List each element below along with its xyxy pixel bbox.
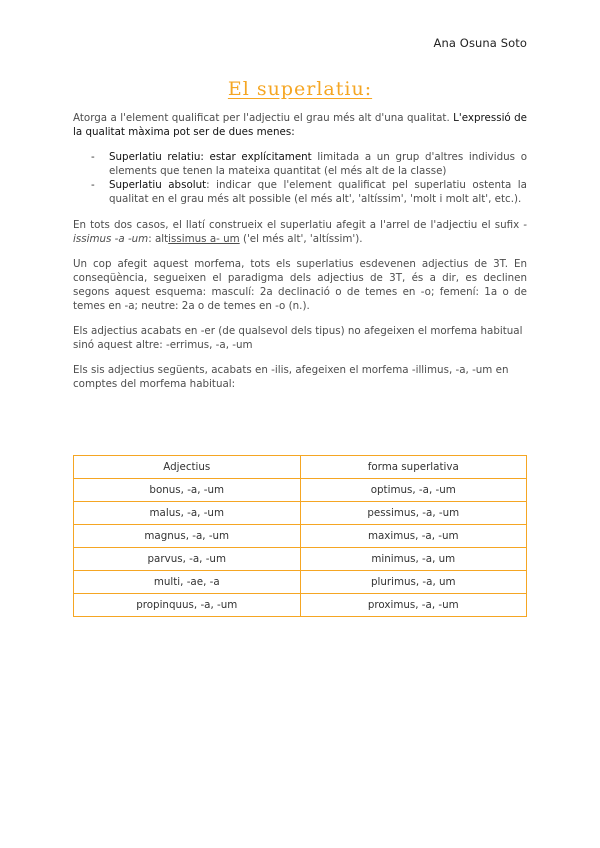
superlative-table [73,455,527,617]
table-header-row [74,456,527,479]
table-cell: malus, -a, -um [74,502,301,525]
table-cell: propinquus, -a, -um [74,594,301,617]
ilis-adjectives-paragraph: Els sis adjectius següents, acabats en -ilis, afegeixen el morfema -illimus, -a, -um en comptes del morfema habitual: [73,364,509,390]
suffix-text-3: ('el més alt', 'altíssim'). [239,233,363,245]
table-cell: magnus, -a, -um [74,525,301,548]
table-header-cell: forma superlativa [300,456,527,479]
table-cell: multi, -ae, -a [74,571,301,594]
list-item-term: Superlatiu absolut [109,179,207,191]
author-name: Ana Osuna Soto [433,36,527,50]
table-row [74,479,527,502]
list-item-text: indicar que l'element qualificat pel superlatiu ostenta la qualitat en el grau més alt possible (el més alt', 'altíssim', 'molt i molt alt', etc.). [109,179,527,205]
declension-paragraph: Un cop afegit aquest morfema, tots els superlatius esdevenen adjectius de 3T. En conseqüència, segueixen el paradigma dels adjectius de 3T, és a dir, es declinen segons aquest esquema: masculí: 2a declinació o de temes en -o; femení: 1a o de temes en -a; neutre: 2a o de temes en -o (n.). [73,258,527,312]
table-cell: maximus, -a, -um [300,525,527,548]
list-item [109,178,527,206]
table-header-cell: Adjectius [74,456,301,479]
table-row [74,548,527,571]
list-item-separator: : [200,151,210,163]
list-item-emphasis: estar explícitament [209,151,312,163]
suffix-paragraph [73,218,527,246]
list-item-term: Superlatiu relatiu [109,151,201,163]
table-cell: optimus, -a, -um [300,479,527,502]
list-item [109,150,527,178]
table-cell: pessimus, -a, -um [300,502,527,525]
er-adjectives-paragraph: Els adjectius acabats en -er (de qualsevol dels tipus) no afegeixen el morfema habitual sinó aquest altre: -errimus, -a, -um [73,325,523,351]
table-row [74,594,527,617]
table-row [74,502,527,525]
intro-paragraph [73,111,527,139]
table-row [74,571,527,594]
suffix-text-2: : alt [148,233,169,245]
table-cell: bonus, -a, -um [74,479,301,502]
suffix-text-1: En tots dos casos, el llatí construeix el superlatiu afegit a l'arrel de l'adjectiu el sufix [73,219,524,231]
table-cell: plurimus, -a, um [300,571,527,594]
superlative-types-list [73,150,527,206]
page-title: El superlatiu: [227,78,373,100]
suffix-italic: -issimus -a -um [73,219,527,245]
table-cell: minimus, -a, um [300,548,527,571]
list-item-text: limitada a un grup d'altres individus o elements que tenen la mateixa quantitat (el més alt de la classe) [109,151,527,177]
list-item-separator: : [206,179,217,191]
intro-line-1: Atorga a l'element qualificat per l'adjectiu el grau més alt d'una qualitat. [73,112,450,124]
table-cell: proximus, -a, -um [300,594,527,617]
intro-line-2: L'expressió de la qualitat màxima pot ser de dues menes: [73,112,527,138]
suffix-underlined: issimus a- um [168,233,240,245]
table-row [74,525,527,548]
table-cell: parvus, -a, -um [74,548,301,571]
document-body [73,111,527,402]
